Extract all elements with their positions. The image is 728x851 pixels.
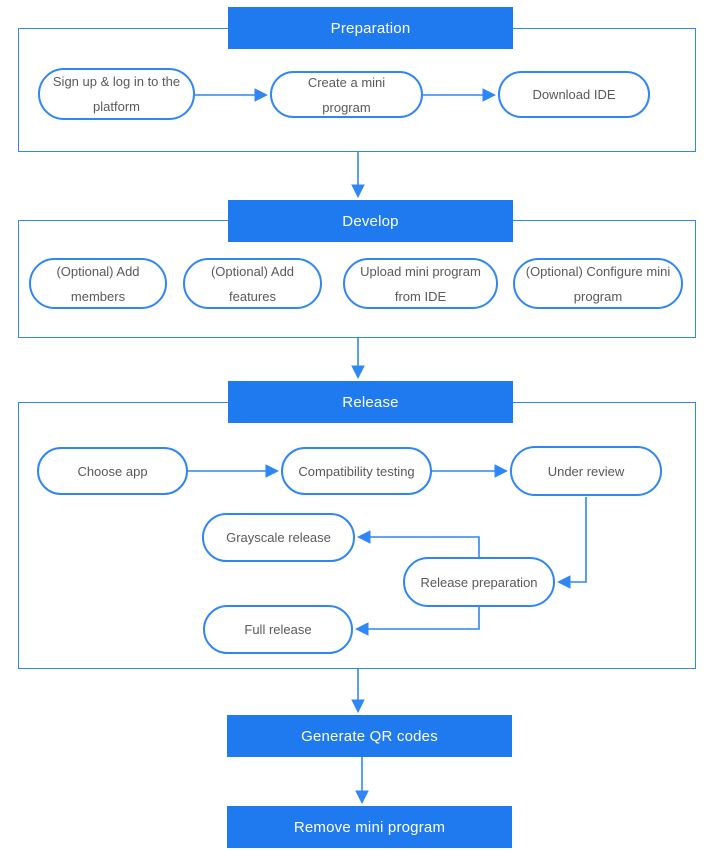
node-label: Grayscale release bbox=[226, 530, 331, 545]
node-label: (Optional) Configure mini program bbox=[525, 263, 671, 304]
section-develop-title: Develop bbox=[342, 212, 399, 230]
node-label: Under review bbox=[547, 463, 625, 479]
node-label: Compatibility testing bbox=[298, 463, 415, 479]
step-remove-mini-program-title: Remove mini program bbox=[293, 818, 446, 836]
step-generate-qr-codes-title: Generate QR codes bbox=[301, 727, 438, 745]
section-release-header bbox=[228, 381, 513, 423]
node-label: Choose app bbox=[77, 463, 148, 479]
section-preparation-title: Preparation bbox=[330, 19, 411, 37]
node-configure-mini-program bbox=[513, 258, 683, 309]
node-label: Sign up & log in to the platform bbox=[52, 74, 181, 114]
node-label: Full release bbox=[244, 622, 312, 637]
node-full-release bbox=[203, 605, 353, 654]
node-label: Create a mini program bbox=[307, 74, 386, 115]
arrow-under-review-to-release-prep bbox=[559, 497, 586, 582]
node-under-review bbox=[510, 446, 662, 496]
node-grayscale-release bbox=[202, 513, 355, 562]
node-add-features bbox=[183, 258, 322, 309]
node-compatibility-testing bbox=[281, 447, 432, 495]
node-label: Upload mini program from IDE bbox=[360, 263, 481, 304]
section-develop-header bbox=[228, 200, 513, 242]
node-download-ide bbox=[498, 71, 650, 118]
section-release-title: Release bbox=[342, 393, 399, 411]
step-generate-qr-codes bbox=[227, 715, 512, 757]
node-label: Release preparation bbox=[420, 574, 538, 590]
node-release-preparation bbox=[403, 557, 555, 607]
node-upload-from-ide bbox=[343, 258, 498, 309]
node-label: (Optional) Add members bbox=[56, 263, 140, 304]
section-preparation-header bbox=[228, 7, 513, 49]
node-label: Download IDE bbox=[532, 87, 616, 102]
node-add-members bbox=[29, 258, 167, 309]
arrow-release-prep-to-grayscale bbox=[359, 537, 479, 557]
node-choose-app bbox=[37, 447, 188, 495]
node-sign-up-log-in bbox=[38, 68, 195, 120]
arrow-release-prep-to-full-release bbox=[357, 607, 479, 629]
node-create-mini-program bbox=[270, 71, 423, 118]
node-label: (Optional) Add features bbox=[210, 263, 295, 304]
step-remove-mini-program bbox=[227, 806, 512, 848]
